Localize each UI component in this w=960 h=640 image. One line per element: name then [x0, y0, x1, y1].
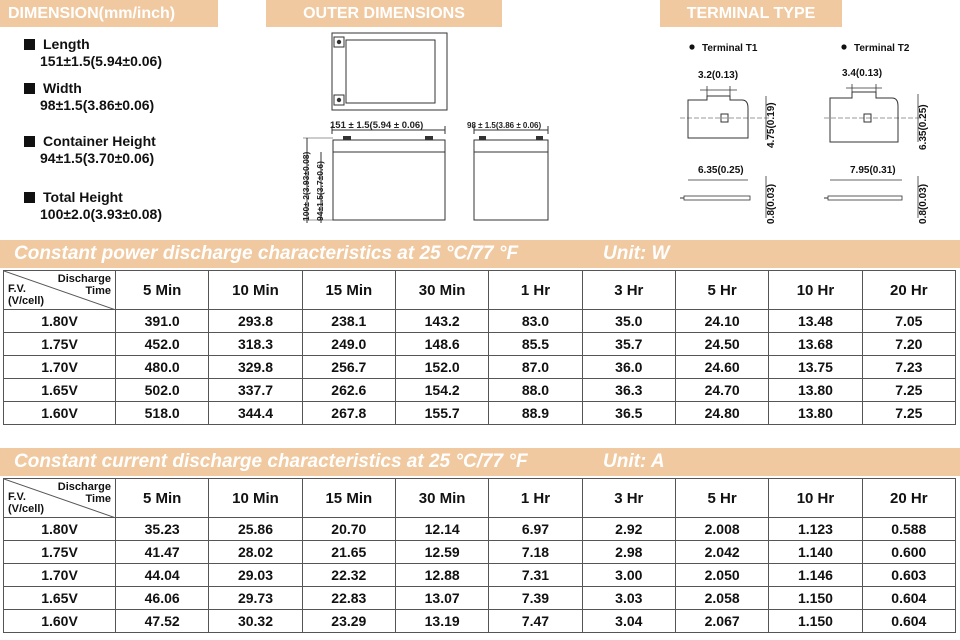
final-voltage-cell: 1.80V: [4, 310, 116, 333]
value-cell: 3.03: [582, 587, 675, 610]
table-row: [4, 356, 956, 379]
column-header: 10 Min: [209, 271, 302, 310]
value-cell: 36.0: [582, 356, 675, 379]
power-table-title: Constant power discharge characteristics at 25 °C/77 °F: [14, 243, 519, 264]
value-cell: 88.9: [489, 402, 582, 425]
value-cell: 238.1: [302, 310, 395, 333]
outer-dimensions-header: OUTER DIMENSIONS: [266, 0, 502, 27]
value-cell: 337.7: [209, 379, 302, 402]
column-header: 5 Min: [116, 271, 209, 310]
value-cell: 85.5: [489, 333, 582, 356]
outer-dimensions-drawing: [295, 28, 570, 233]
value-cell: 88.0: [489, 379, 582, 402]
value-cell: 46.06: [116, 587, 209, 610]
dimension-length: [24, 36, 162, 69]
value-cell: 2.92: [582, 518, 675, 541]
table-row: [4, 564, 956, 587]
bullet-square-icon: [24, 39, 35, 50]
value-cell: 452.0: [116, 333, 209, 356]
value-cell: 35.7: [582, 333, 675, 356]
final-voltage-cell: 1.60V: [4, 610, 116, 633]
value-cell: 148.6: [395, 333, 488, 356]
column-header: 3 Hr: [582, 479, 675, 518]
current-table-unit: Unit: A: [603, 451, 665, 472]
value-cell: 25.86: [209, 518, 302, 541]
dimension-label: Length: [43, 36, 90, 52]
table-row: [4, 518, 956, 541]
dimension-width: [24, 80, 154, 113]
value-cell: 1.146: [769, 564, 862, 587]
value-cell: 293.8: [209, 310, 302, 333]
final-voltage-cell: 1.65V: [4, 379, 116, 402]
column-header: 30 Min: [395, 271, 488, 310]
value-cell: 2.008: [675, 518, 768, 541]
container-height-dimension-label: 94±1.5(3.7±0.6): [315, 161, 325, 221]
value-cell: 0.604: [862, 610, 955, 633]
terminal-t2-length-label: 7.95(0.31): [850, 165, 896, 176]
bullet-icon: [689, 44, 694, 49]
current-table-title: Constant current discharge characteristics at 25 °C/77 °F: [14, 451, 528, 472]
column-header: 5 Hr: [675, 271, 768, 310]
column-header: 5 Min: [116, 479, 209, 518]
value-cell: 41.47: [116, 541, 209, 564]
value-cell: 0.588: [862, 518, 955, 541]
value-cell: 28.02: [209, 541, 302, 564]
table-row: [4, 610, 956, 633]
value-cell: 44.04: [116, 564, 209, 587]
table-row: [4, 402, 956, 425]
value-cell: 155.7: [395, 402, 488, 425]
value-cell: 36.3: [582, 379, 675, 402]
column-header: 1 Hr: [489, 479, 582, 518]
value-cell: 6.97: [489, 518, 582, 541]
dimension-value: 98±1.5(3.86±0.06): [40, 97, 155, 113]
value-cell: 262.6: [302, 379, 395, 402]
value-cell: 24.80: [675, 402, 768, 425]
bullet-square-icon: [24, 192, 35, 203]
value-cell: 12.14: [395, 518, 488, 541]
dimension-total-height: [24, 189, 162, 222]
value-cell: 22.32: [302, 564, 395, 587]
dimension-value: 100±2.0(3.93±0.08): [40, 206, 163, 222]
bullet-square-icon: [24, 83, 35, 94]
table-row: [4, 310, 956, 333]
value-cell: 7.05: [862, 310, 955, 333]
value-cell: 12.88: [395, 564, 488, 587]
dimension-label: Container Height: [43, 133, 156, 149]
corner-final-voltage-label: F.V. (V/cell): [8, 491, 45, 515]
value-cell: 7.25: [862, 402, 955, 425]
column-header: 5 Hr: [675, 479, 768, 518]
final-voltage-cell: 1.60V: [4, 402, 116, 425]
value-cell: 7.31: [489, 564, 582, 587]
value-cell: 152.0: [395, 356, 488, 379]
dimension-label: Total Height: [43, 189, 123, 205]
value-cell: 29.03: [209, 564, 302, 587]
table-corner-cell: [4, 479, 116, 518]
value-cell: 329.8: [209, 356, 302, 379]
value-cell: 1.123: [769, 518, 862, 541]
value-cell: 13.80: [769, 379, 862, 402]
value-cell: 24.50: [675, 333, 768, 356]
value-cell: 35.23: [116, 518, 209, 541]
corner-final-voltage-label: F.V. (V/cell): [8, 283, 45, 307]
terminal-t2-width-label: 3.4(0.13): [842, 68, 883, 79]
value-cell: 1.150: [769, 610, 862, 633]
value-cell: 22.83: [302, 587, 395, 610]
value-cell: 2.050: [675, 564, 768, 587]
column-header: 20 Hr: [862, 271, 955, 310]
value-cell: 13.19: [395, 610, 488, 633]
value-cell: 2.058: [675, 587, 768, 610]
value-cell: 7.20: [862, 333, 955, 356]
length-dimension-label: 151 ± 1.5(5.94 ± 0.06): [330, 120, 424, 131]
final-voltage-cell: 1.70V: [4, 356, 116, 379]
value-cell: 0.600: [862, 541, 955, 564]
current-discharge-table: [3, 478, 956, 633]
power-table-unit: Unit: W: [603, 243, 670, 264]
dimension-header: DIMENSION(mm/inch): [0, 0, 218, 27]
final-voltage-cell: 1.75V: [4, 333, 116, 356]
terminal-t1-drawing: [670, 38, 790, 228]
column-header: 3 Hr: [582, 271, 675, 310]
value-cell: 256.7: [302, 356, 395, 379]
value-cell: 0.603: [862, 564, 955, 587]
terminal-type-header: TERMINAL TYPE: [660, 0, 842, 27]
column-header: 30 Min: [395, 479, 488, 518]
table-row: [4, 379, 956, 402]
table-header-row: [4, 271, 956, 310]
power-table-title-bar: [0, 240, 960, 268]
value-cell: 35.0: [582, 310, 675, 333]
terminal-t2-title: Terminal T2: [854, 43, 910, 54]
battery-top-view: [332, 33, 447, 110]
power-discharge-table: [3, 270, 956, 425]
value-cell: 47.52: [116, 610, 209, 633]
value-cell: 30.32: [209, 610, 302, 633]
terminal-t2-thickness-label: 0.8(0.03): [918, 183, 929, 224]
value-cell: 12.59: [395, 541, 488, 564]
column-header: 15 Min: [302, 479, 395, 518]
terminal-t2-height-label: 6.35(0.25): [918, 104, 929, 150]
value-cell: 13.80: [769, 402, 862, 425]
value-cell: 2.98: [582, 541, 675, 564]
value-cell: 502.0: [116, 379, 209, 402]
value-cell: 7.47: [489, 610, 582, 633]
value-cell: 24.60: [675, 356, 768, 379]
value-cell: 13.07: [395, 587, 488, 610]
total-height-dimension-label: 100± 2(3.93±0.08): [301, 151, 311, 221]
table-corner-cell: [4, 271, 116, 310]
terminal-t1-width-label: 3.2(0.13): [698, 70, 739, 81]
table-header-row: [4, 479, 956, 518]
current-table-title-bar: [0, 448, 960, 476]
value-cell: 3.04: [582, 610, 675, 633]
terminal-t1-thickness-label: 0.8(0.03): [766, 183, 777, 224]
value-cell: 2.067: [675, 610, 768, 633]
value-cell: 13.48: [769, 310, 862, 333]
value-cell: 0.604: [862, 587, 955, 610]
value-cell: 87.0: [489, 356, 582, 379]
value-cell: 36.5: [582, 402, 675, 425]
value-cell: 83.0: [489, 310, 582, 333]
column-header: 10 Hr: [769, 271, 862, 310]
value-cell: 3.00: [582, 564, 675, 587]
value-cell: 13.75: [769, 356, 862, 379]
final-voltage-cell: 1.75V: [4, 541, 116, 564]
table-row: [4, 587, 956, 610]
width-dimension-label: 98 ± 1.5(3.86 ± 0.06): [467, 121, 542, 130]
value-cell: 391.0: [116, 310, 209, 333]
value-cell: 143.2: [395, 310, 488, 333]
final-voltage-cell: 1.65V: [4, 587, 116, 610]
value-cell: 7.39: [489, 587, 582, 610]
corner-discharge-time-label: Discharge Time: [57, 273, 111, 297]
value-cell: 518.0: [116, 402, 209, 425]
terminal-t1-height-label: 4.75(0.19): [766, 102, 777, 148]
value-cell: 29.73: [209, 587, 302, 610]
value-cell: 23.29: [302, 610, 395, 633]
value-cell: 267.8: [302, 402, 395, 425]
bullet-icon: [841, 44, 846, 49]
value-cell: 7.23: [862, 356, 955, 379]
column-header: 10 Hr: [769, 479, 862, 518]
column-header: 1 Hr: [489, 271, 582, 310]
value-cell: 24.10: [675, 310, 768, 333]
corner-discharge-time-label: Discharge Time: [57, 481, 111, 505]
value-cell: 1.150: [769, 587, 862, 610]
value-cell: 318.3: [209, 333, 302, 356]
table-row: [4, 333, 956, 356]
dimension-label: Width: [43, 80, 82, 96]
terminal-t1-length-label: 6.35(0.25): [698, 165, 744, 176]
value-cell: 249.0: [302, 333, 395, 356]
dimension-value: 94±1.5(3.70±0.06): [40, 150, 155, 166]
dimension-value: 151±1.5(5.94±0.06): [40, 53, 163, 69]
battery-side-view: [474, 126, 548, 220]
column-header: 20 Hr: [862, 479, 955, 518]
terminal-t1-title: Terminal T1: [702, 43, 758, 54]
dimension-container-height: [24, 133, 156, 166]
value-cell: 24.70: [675, 379, 768, 402]
value-cell: 2.042: [675, 541, 768, 564]
value-cell: 21.65: [302, 541, 395, 564]
bullet-square-icon: [24, 136, 35, 147]
final-voltage-cell: 1.70V: [4, 564, 116, 587]
value-cell: 154.2: [395, 379, 488, 402]
value-cell: 7.18: [489, 541, 582, 564]
value-cell: 20.70: [302, 518, 395, 541]
value-cell: 13.68: [769, 333, 862, 356]
terminal-t2-drawing: [822, 38, 952, 228]
value-cell: 1.140: [769, 541, 862, 564]
value-cell: 480.0: [116, 356, 209, 379]
column-header: 10 Min: [209, 479, 302, 518]
value-cell: 344.4: [209, 402, 302, 425]
table-row: [4, 541, 956, 564]
value-cell: 7.25: [862, 379, 955, 402]
final-voltage-cell: 1.80V: [4, 518, 116, 541]
column-header: 15 Min: [302, 271, 395, 310]
